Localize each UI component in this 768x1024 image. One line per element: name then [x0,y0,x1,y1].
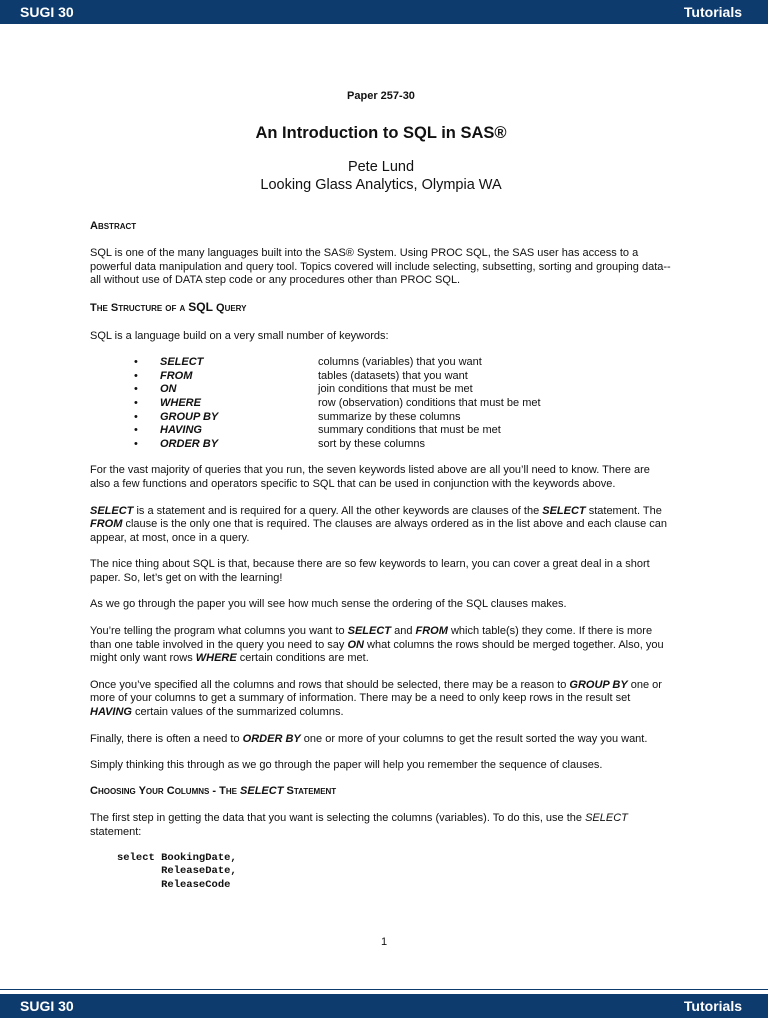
inline-text: Finally, there is often a need to [90,732,243,745]
structure-heading [90,301,672,316]
inline-text: which table(s) they come. If there is more than one table involved in the query you need to say [90,625,653,651]
inline-text: is a statement and is required for a query. All the other keywords are clauses of the [133,504,543,517]
inline-text: statement. The [585,504,662,517]
inline-text: You’re telling the program what columns you want to [90,625,348,638]
footer-band [0,994,768,1018]
inline-text: what columns the rows should be merged together. Also, you might only want rows [90,638,664,665]
inline-keyword: SELECT [585,812,628,825]
keyword-list [90,356,672,451]
choosing-heading [90,785,672,799]
inline-text: and [391,625,416,638]
inline-keyword: ORDER BY [242,732,301,745]
list-item [90,411,672,425]
author-name: Pete Lund [347,158,415,175]
paragraph-few-keywords: The nice thing about SQL is that, because there are so few keywords to learn, you can cover a great deal in a short paper. So, let’s get on with the learning! [90,558,650,584]
structure-heading-part-a: The Structure of a [90,301,189,314]
keyword-name: FROM [160,369,193,382]
keyword-description: columns (variables) that you want [318,356,482,369]
inline-keyword: ON [347,638,364,651]
footer-rule [0,989,768,990]
paragraph-select-from [90,625,672,666]
keyword-name: HAVING [160,424,202,437]
paper-number: Paper 257-30 [347,90,415,102]
choosing-heading-part-b: SELECT [240,784,284,797]
bullet-icon: • [134,424,138,437]
structure-heading-part-c: Query [212,301,247,314]
inline-text: Once you’ve specified all the columns and rows that should be selected, there may be a reason to [90,678,570,691]
keyword-description: sort by these columns [318,437,425,450]
inline-text: certain values of the summarized columns. [131,706,344,719]
bullet-icon: • [134,437,138,450]
choosing-heading-part-c: Statement [283,784,337,797]
inline-keyword: FROM [415,625,448,638]
inline-keyword: GROUP BY [569,678,628,691]
paragraph-select-statement [90,505,672,546]
inline-text: The first step in getting the data that you want is selecting the columns (variables). To do this, use the [90,812,586,825]
structure-heading-part-b: SQL [188,299,213,314]
keyword-description: row (observation) conditions that must be met [318,396,541,409]
paragraph-ordering: As we go through the paper you will see how much sense the ordering of the SQL clauses makes. [90,598,567,611]
keyword-name: ORDER BY [160,437,219,450]
code-block: select BookingDate, ReleaseDate, ReleaseCode [117,851,237,891]
list-item [90,397,672,411]
inline-text: one or more of your columns to get a summary of information. There may be a need to only keep rows in the result set [90,678,662,705]
bullet-icon: • [134,369,138,382]
inline-text: one or more of your columns to get the result sorted the way you want. [300,732,648,745]
inline-keyword: SELECT [347,625,392,638]
header-track: Tutorials [683,4,742,20]
keyword-description: join conditions that must be met [318,383,473,396]
choosing-heading-part-a: Choosing Your Columns - The [90,784,241,797]
list-item [90,424,672,438]
keyword-name: GROUP BY [160,410,219,423]
structure-intro: SQL is a language build on a very small number of keywords: [90,329,389,342]
inline-text: statement: [90,826,142,838]
inline-text: certain conditions are met. [236,652,369,665]
keyword-description: tables (datasets) that you want [318,369,468,382]
inline-keyword: SELECT [542,504,586,517]
keyword-name: SELECT [160,356,204,369]
paper-title: An Introduction to SQL in SAS® [255,123,507,142]
list-item [90,370,672,384]
list-item [90,383,672,397]
footer-track: Tutorials [683,998,742,1014]
inline-keyword: HAVING [90,706,132,719]
list-item [90,438,672,452]
paragraph-group-by [90,679,672,720]
bullet-icon: • [134,410,138,423]
paragraph-first-step [90,812,672,839]
keyword-name: ON [160,383,177,396]
header-band [0,0,768,24]
abstract-heading: Abstract [90,219,137,232]
bullet-icon: • [134,383,138,396]
keyword-description: summary conditions that must be met [318,424,501,437]
inline-keyword: FROM [90,518,123,531]
inline-keyword: WHERE [195,652,237,665]
footer-conference: SUGI 30 [20,998,74,1014]
page-number: 1 [380,936,388,948]
abstract-text: SQL is one of the many languages built into the SAS® System. Using PROC SQL, the SAS user has access to a powerful data manipulation and query tool. Topics covered will include selecting, subsetting, sorting and grouping data--all without use of DATA step code or any procedures other than PROC SQL. [90,247,671,287]
header-conference: SUGI 30 [20,4,74,20]
paragraph-keywords-summary: For the vast majority of queries that you run, the seven keywords listed above are all you’ll need to know. There are also a few functions and operators specific to SQL that can be used in conjunction with the keywords above. [90,464,650,490]
keyword-name: WHERE [160,396,201,409]
paragraph-sequence: Simply thinking this through as we go through the paper will help you remember the sequence of clauses. [90,759,603,772]
bullet-icon: • [134,356,138,369]
inline-keyword: SELECT [90,504,134,517]
keyword-description: summarize by these columns [318,410,461,423]
bullet-icon: • [134,396,138,409]
inline-text: clause is the only one that is required. The clauses are always ordered as in the list above and each clause can appear, at most, once in a query. [90,518,668,544]
list-item [90,356,672,370]
paper-body [90,90,672,892]
author-affiliation: Looking Glass Analytics, Olympia WA [260,176,502,193]
paragraph-order-by [90,733,672,747]
